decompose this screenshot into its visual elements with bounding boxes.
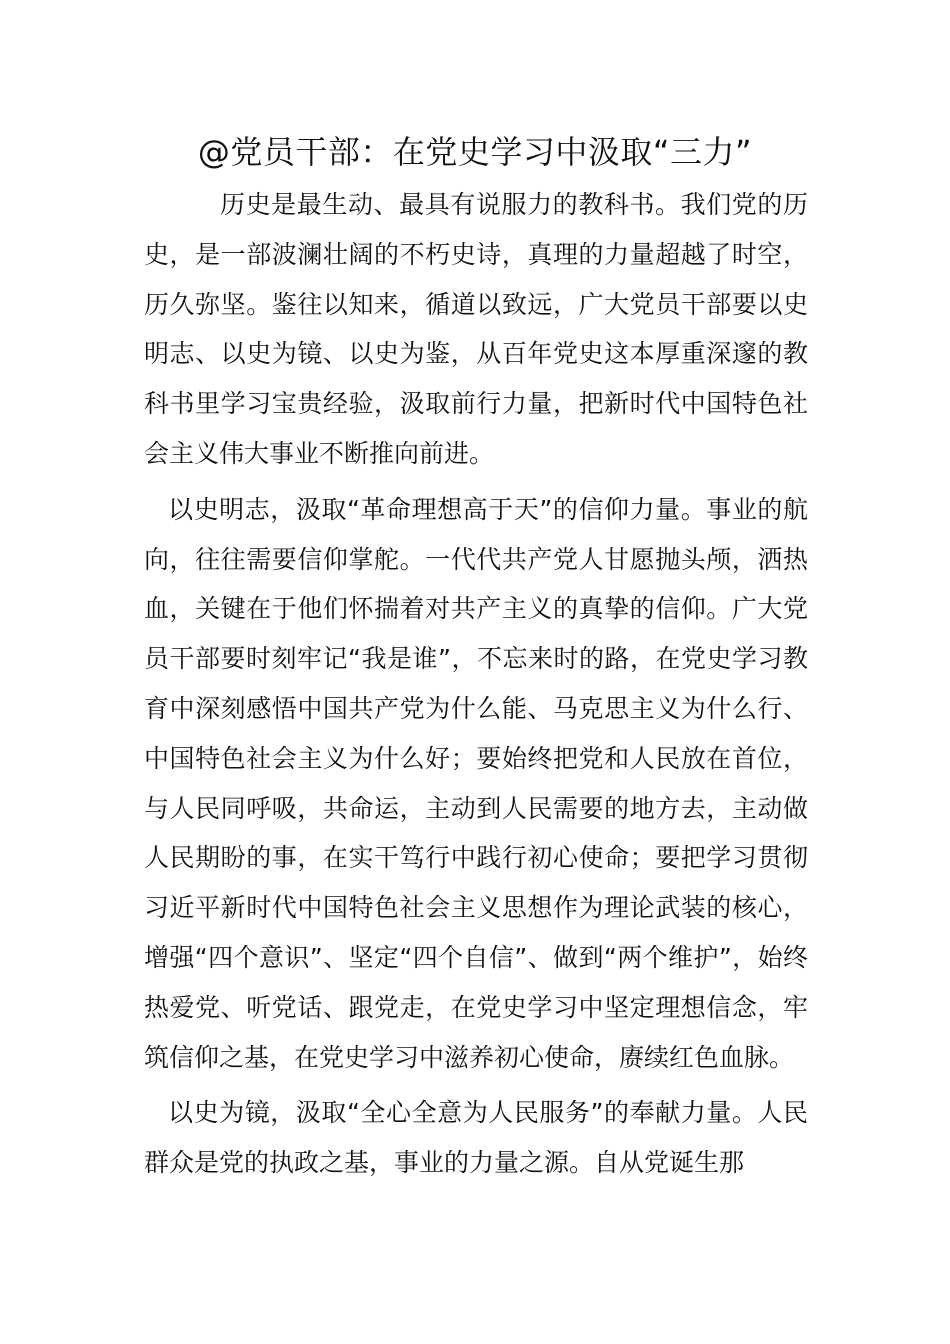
paragraph-service: 以史为镜，汲取“全心全意为人民服务”的奉献力量。人民群众是党的执政之基，事业的力量之源。自从党诞生那 [144,1098,808,1178]
paragraph-intro: 历史是最生动、最具有说服力的教科书。我们党的历史，是一部波澜壮阔的不朽史诗，真理的力量超越了时空，历久弥坚。鉴往以知来，循道以致远，广大党员干部要以史明志、以史为镜、以史为鉴，从百年党史这本厚重深邃的教科书里学习宝贵经验，汲取前行力量，把新时代中国特色社会主义伟大事业不断推向前进。 [144,190,808,468]
document-title: @党员干部：在党史学习中汲取“三力” [197,133,753,171]
paragraph-faith: 以史明志，汲取“革命理想高于天”的信仰力量。事业的航向，往往需要信仰掌舵。一代代共产党人甘愿抛头颅，洒热血，关键在于他们怀揣着对共产主义的真挚的信仰。广大党员干部要时刻牢记“我是谁”，不忘来时的路，在党史学习教育中深刻感悟中国共产党为什么能、马克思主义为什么行、中国特色社会主义为什么好；要始终把党和人民放在首位，与人民同呼吸，共命运，主动到人民需要的地方去，主动做人民期盼的事，在实干笃行中践行初心使命；要把学习贯彻习近平新时代中国特色社会主义思想作为理论武装的核心，增强“四个意识”、坚定“四个自信”、做到“两个维护”，始终热爱党、听党话、跟党走，在党史学习中坚定理想信念，牢筑信仰之基，在党史学习中滋养初心使命，赓续红色血脉。 [144,494,808,1072]
document-body [144,180,808,1190]
